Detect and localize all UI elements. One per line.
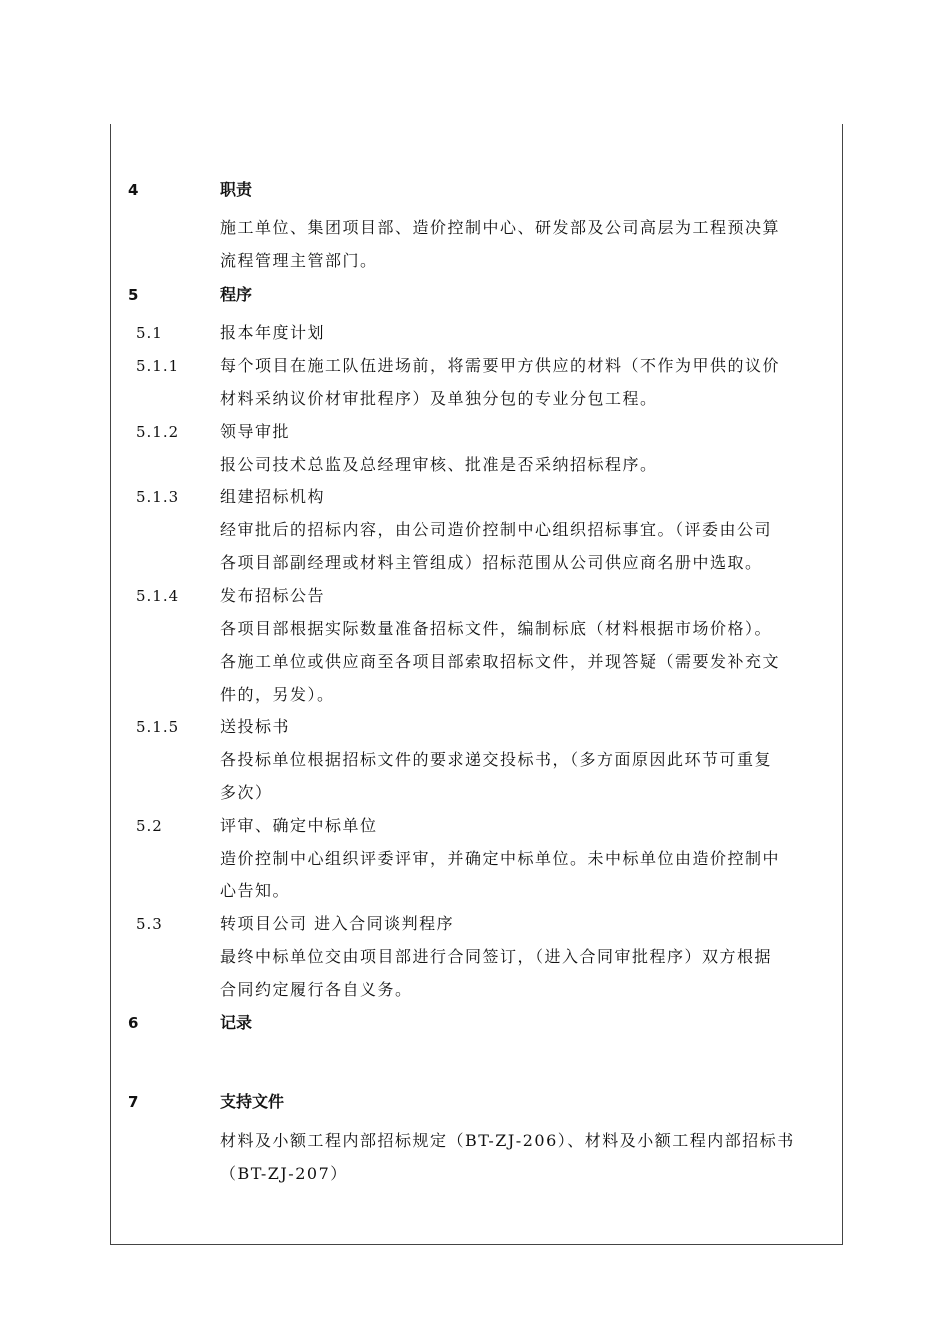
section-7-heading: 支持文件 [220,1092,285,1111]
item-5-1-1-number: 5.1.1 [136,357,180,375]
section-5-heading: 程序 [220,285,253,304]
item-5-3-text: 合同约定履行各自义务。 [220,980,413,999]
section-4-heading: 职责 [220,180,253,199]
section-4-text: 流程管理主管部门。 [220,251,378,270]
item-5-1-5-number: 5.1.5 [136,718,180,736]
item-5-1-4-text: 各施工单位或供应商至各项目部索取招标文件，并现答疑（需要发补充文 [220,652,781,671]
item-5-1-5-text: 多次） [220,783,273,802]
section-5-number: 5 [128,286,139,304]
item-5-2-number: 5.2 [136,817,163,835]
item-5-2-text: 造价控制中心组织评委评审，并确定中标单位。未中标单位由造价控制中 [220,849,781,868]
item-5-1-number: 5.1 [136,324,163,342]
item-5-3-text: 最终中标单位交由项目部进行合同签订，（进入合同审批程序）双方根据 [220,947,773,966]
item-5-2-text: 心告知。 [220,881,291,900]
item-5-3-title: 转项目公司 进入合同谈判程序 [220,914,455,933]
item-5-1-4-title: 发布招标公告 [220,586,326,605]
item-5-1-5-title: 送投标书 [220,717,291,736]
item-5-1-4-text: 各项目部根据实际数量准备招标文件，编制标底（材料根据市场价格）。 [220,619,773,638]
item-5-1-1-title: 每个项目在施工队伍进场前，将需要甲方供应的材料（不作为甲供的议价 [220,356,781,375]
item-5-3-number: 5.3 [136,915,163,933]
item-5-1-2-title: 领导审批 [220,422,291,441]
section-7-text: （BT-ZJ-207） [220,1164,348,1183]
item-5-1-title: 报本年度计划 [220,323,326,342]
item-5-1-3-text: 经审批后的招标内容，由公司造价控制中心组织招标事宜。（评委由公司 [220,520,773,539]
section-6-number: 6 [128,1014,139,1032]
item-5-1-3-title: 组建招标机构 [220,487,326,506]
item-5-1-2-text: 报公司技术总监及总经理审核、批准是否采纳招标程序。 [220,455,658,474]
item-5-1-3-text: 各项目部副经理或材料主管组成）招标范围从公司供应商名册中选取。 [220,553,763,572]
item-5-1-5-text: 各投标单位根据招标文件的要求递交投标书，（多方面原因此环节可重复 [220,750,773,769]
section-6-heading: 记录 [220,1013,253,1032]
item-5-1-4-text: 件的，另发）。 [220,685,335,704]
item-5-1-3-number: 5.1.3 [136,488,180,506]
item-5-1-4-number: 5.1.4 [136,587,180,605]
item-5-2-title: 评审、确定中标单位 [220,816,378,835]
section-7-number: 7 [128,1093,139,1111]
section-7-text: 材料及小额工程内部招标规定（BT-ZJ-206）、材料及小额工程内部招标书 [220,1131,795,1150]
section-4-number: 4 [128,181,139,199]
section-4-text: 施工单位、集团项目部、造价控制中心、研发部及公司高层为工程预决算 [220,218,781,237]
item-5-1-1-text: 材料采纳议价材审批程序）及单独分包的专业分包工程。 [220,389,658,408]
item-5-1-2-number: 5.1.2 [136,423,180,441]
